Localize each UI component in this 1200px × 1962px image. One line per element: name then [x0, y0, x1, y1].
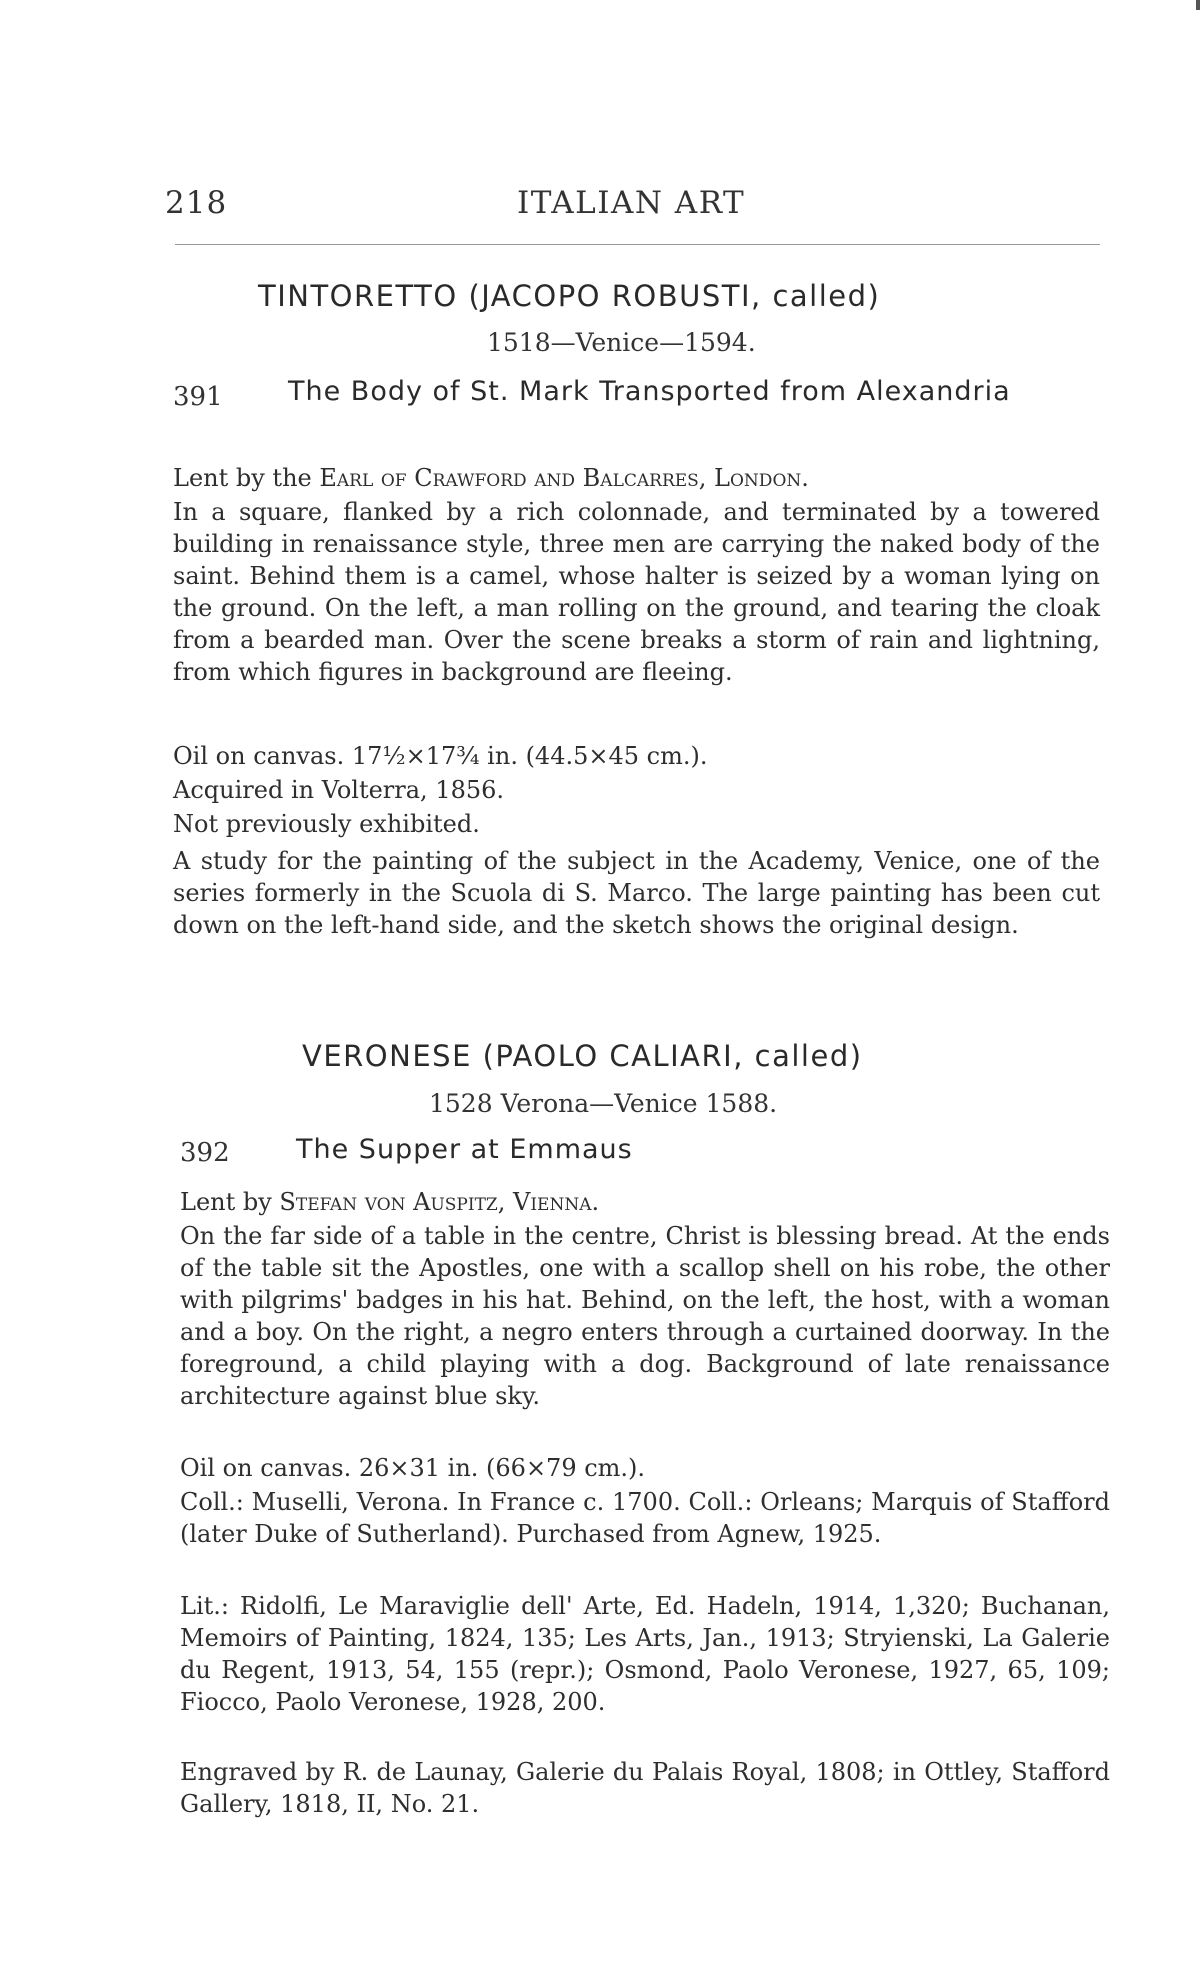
- collections-line: Coll.: Muselli, Verona. In France c. 1700. Coll.: Orleans; Marquis of Stafford (later Duke of Sutherland). Purchased from Agnew, 1925.: [180, 1488, 1110, 1548]
- note: A study for the painting of the subject in the Academy, Venice, one of the series formerly in the Scuola di S. Marco. The large painting has been cut down on the left-hand side, and the sketch shows the original design.: [173, 847, 1100, 939]
- work-title: The Body of St. Mark Transported from Alexandria: [288, 376, 1011, 407]
- page-header: [165, 185, 1100, 225]
- catalogue-number: 392: [180, 1138, 230, 1168]
- lender-prefix: Lent by the: [173, 464, 320, 492]
- page-number: 218: [165, 185, 228, 221]
- artist-dates: 1518—Venice—1594.: [487, 328, 756, 357]
- artist-dates: 1528 Verona—Venice 1588.: [429, 1089, 778, 1118]
- lender-prefix: Lent by: [180, 1188, 280, 1216]
- acquired-line: Acquired in Volterra, 1856.: [173, 776, 505, 804]
- artist-heading: VERONESE (PAOLO CALIARI, called): [302, 1039, 863, 1073]
- literature-line: Lit.: Ridolfi, Le Maraviglie dell' Arte, Ed. Hadeln, 1914, 1,320; Buchanan, Memoirs of Painting, 1824, 135; Les Arts, Jan., 1913; Stryienski, La Galerie du Regent, 1913, 54, 155 (repr.); Osmond, Paolo Veronese, 1927, 65, 109; Fiocco, Paolo Veronese, 1928, 200.: [180, 1592, 1110, 1716]
- exhibited-line: Not previously exhibited.: [173, 810, 480, 838]
- catalogue-number: 391: [173, 382, 223, 412]
- work-title: The Supper at Emmaus: [296, 1134, 633, 1165]
- lender-name: Stefan von Auspitz, Vienna.: [279, 1188, 600, 1216]
- lender-line: [173, 462, 1100, 494]
- lender-name: Earl of Crawford and Balcarres, London.: [319, 464, 809, 492]
- engraved-line: Engraved by R. de Launay, Galerie du Palais Royal, 1808; in Ottley, Stafford Gallery, 1818, II, No. 21.: [180, 1758, 1110, 1818]
- description: In a square, flanked by a rich colonnade, and terminated by a towered building in renaissance style, three men are carrying the naked body of the saint. Behind them is a camel, whose halter is seized by a woman lying on the ground. On the left, a man rolling on the ground, and tearing the cloak from a bearded man. Over the scene breaks a storm of rain and lightning, from which figures in background are fleeing.: [173, 498, 1100, 686]
- lender-line: [180, 1186, 1110, 1218]
- header-rule: [175, 244, 1100, 245]
- running-title: ITALIAN ART: [517, 185, 746, 221]
- artist-heading: TINTORETTO (JACOPO ROBUSTI, called): [258, 279, 881, 313]
- description: On the far side of a table in the centre, Christ is blessing bread. At the ends of the table sit the Apostles, one with a scallop shell on his robe, the other with pilgrims' badges in his hat. Behind, on the left, the host, with a woman and a boy. On the right, a negro enters through a curtained doorway. In the foreground, a child playing with a dog. Background of late renaissance architecture against blue sky.: [180, 1222, 1110, 1410]
- medium-line: Oil on canvas. 17½×17¾ in. (44.5×45 cm.).: [173, 742, 708, 770]
- page-edge-mark: [1196, 0, 1200, 10]
- medium-line: Oil on canvas. 26×31 in. (66×79 cm.).: [180, 1454, 646, 1482]
